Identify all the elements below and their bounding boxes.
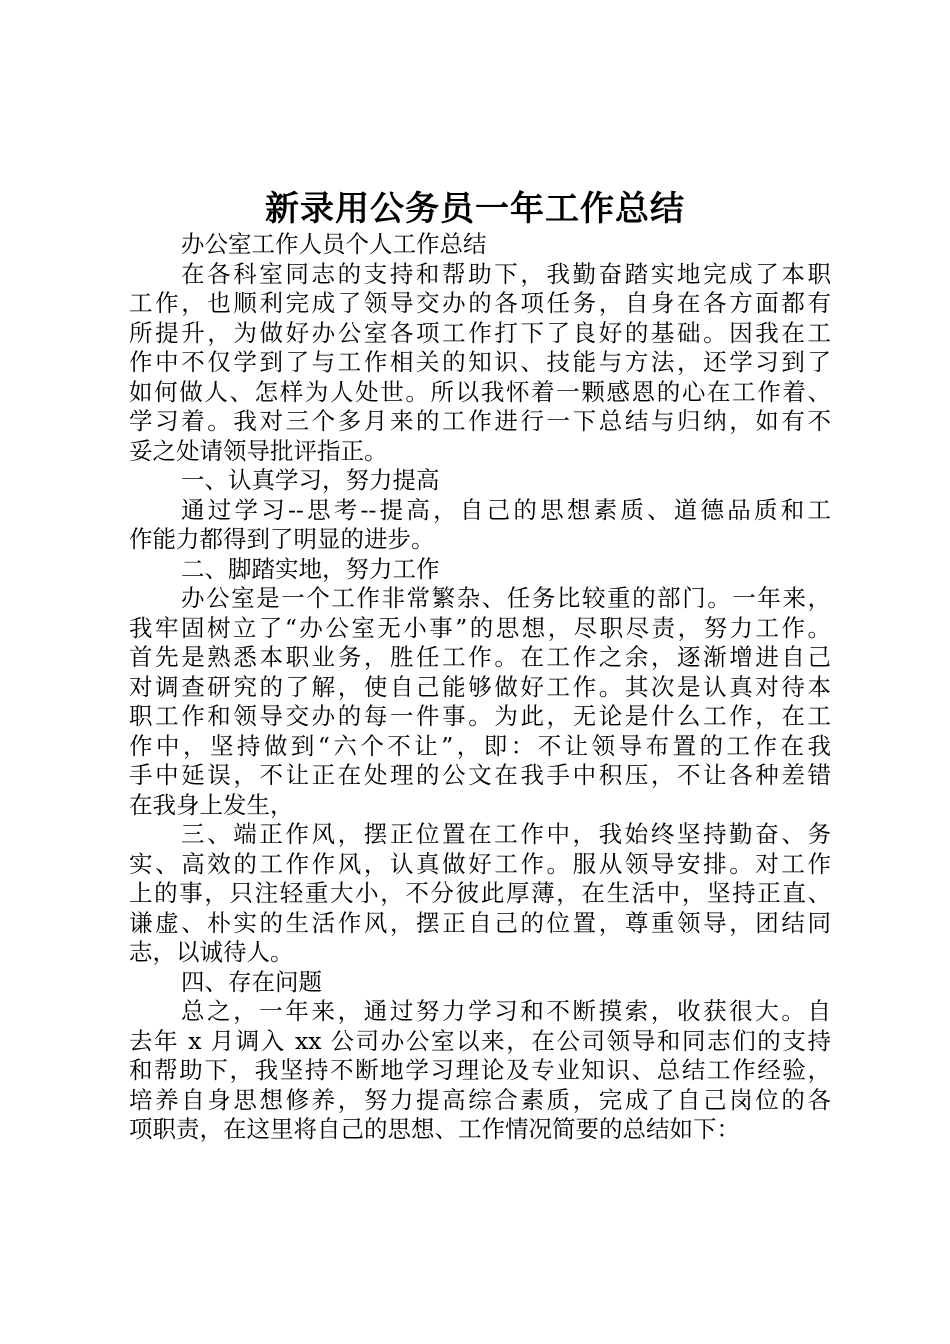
text-line: 在各科室同志的支持和帮助下，我勤奋踏实地完成了本职 [181, 259, 831, 288]
text-line: 如何做人、怎样为人处世。所以我怀着一颗感恩的心在工作着、 [129, 377, 831, 406]
text-line: 四、存在问题 [181, 967, 322, 996]
text-line: 总之，一年来，通过努力学习和不断摸索，收获很大。自 [181, 997, 831, 1025]
text-line: 工作，也顺利完成了领导交办的各项任务，自身在各方面都有 [129, 289, 831, 317]
document-body [129, 230, 831, 1145]
text-line: 一、认真学习，努力提高 [181, 466, 440, 494]
text-line: 项职责，在这里将自己的思想、工作情况简要的总结如下： [129, 1115, 740, 1143]
text-line: 三、端正作风，摆正位置在工作中，我始终坚持勤奋、务 [181, 820, 831, 848]
text-line: 我牢固树立了“办公室无小事”的思想，尽职尽责，努力工作。 [129, 613, 831, 642]
text-line: 在我身上发生， [129, 790, 294, 819]
text-line: 办公室工作人员个人工作总结 [181, 230, 487, 258]
text-line: 办公室是一个工作非常繁杂、任务比较重的部门。一年来， [181, 584, 831, 612]
text-line: 上的事，只注轻重大小，不分彼此厚薄，在生活中，坚持正直、 [129, 879, 831, 907]
text-line: 去年 x 月调入 xx 公司办公室以来，在公司领导和同志们的支持 [129, 1026, 831, 1055]
text-line: 和帮助下，我坚持不断地学习理论及专业知识、总结工作经验， [129, 1056, 831, 1084]
text-line: 手中延误，不让正在处理的公文在我手中积压，不让各种差错 [129, 761, 831, 789]
text-line: 志，以诚待人。 [129, 938, 294, 966]
document-title: 新录用公务员一年工作总结 [265, 189, 685, 229]
text-line: 职工作和领导交办的每一件事。为此，无论是什么工作，在工 [129, 702, 831, 730]
text-line: 对调查研究的了解，使自己能够做好工作。其次是认真对待本 [129, 672, 831, 701]
text-line: 作中不仅学到了与工作相关的知识、技能与方法，还学习到了 [129, 348, 831, 376]
text-line: 首先是熟悉本职业务，胜任工作。在工作之余，逐渐增进自己 [129, 643, 831, 671]
text-line: 作能力都得到了明显的进步。 [129, 525, 435, 553]
text-line: 谦虚、朴实的生活作风，摆正自己的位置，尊重领导，团结同 [129, 908, 831, 937]
text-line: 通过学习--思考--提高，自己的思想素质、道德品质和工 [181, 495, 831, 524]
text-line: 作中，坚持做到“六个不让”，即：不让领导布置的工作在我 [129, 731, 831, 760]
text-line: 所提升，为做好办公室各项工作打下了良好的基础。因我在工 [129, 318, 831, 347]
text-line: 实、高效的工作作风，认真做好工作。服从领导安排。对工作 [129, 849, 831, 878]
text-line: 培养自身思想修养，努力提高综合素质，完成了自己岗位的各 [129, 1085, 831, 1114]
text-line: 妥之处请领导批评指正。 [129, 436, 388, 465]
text-line: 学习着。我对三个多月来的工作进行一下总结与归纳，如有不 [129, 407, 831, 435]
text-line: 二、脚踏实地，努力工作 [181, 554, 440, 583]
